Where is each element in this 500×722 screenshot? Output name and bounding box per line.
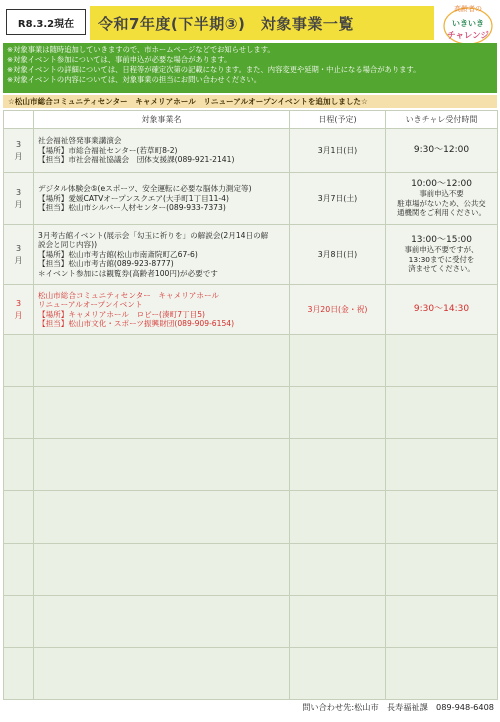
event-date-cell: 3月1日(日) (290, 129, 386, 173)
header (6, 6, 494, 42)
reception-time-cell: 9:30～12:00 (386, 129, 498, 173)
header-content: 対象事業名 (34, 111, 290, 129)
table-row (4, 173, 498, 225)
notice-line: ※対象イベント参加については、事前申込が必要な場合があります。 (7, 55, 232, 64)
table-header-row (4, 111, 498, 129)
table-row (4, 225, 498, 285)
page-title: 令和7年度(下半期③) 対象事業一覧 (90, 6, 434, 40)
empty-row (4, 387, 498, 439)
table-row-highlighted (4, 285, 498, 335)
contact-footer: 問い合わせ先:松山市 長寿福祉課 089-948-6408 (302, 702, 494, 712)
empty-row (4, 491, 498, 543)
event-content-cell: 社会福祉啓発事業講演会 【場所】市総合福祉センター(若草町8-2) 【担当】市社会福祉協議会 団体支援課(089-921-2141) (34, 129, 290, 173)
reception-time-cell: 13:00～15:00 事前申込不要ですが、 13:30までに受付を 済ませてください。 (386, 225, 498, 285)
notice-box (3, 43, 497, 93)
event-date-cell: 3月8日(日) (290, 225, 386, 285)
event-date-cell: 3月20日(金・祝) (290, 285, 386, 335)
announcement-banner: ☆松山市総合コミュニティセンター キャメリアホール リニューアルオープンイベントを追加しました☆ (3, 95, 497, 108)
empty-row (4, 335, 498, 387)
empty-row (4, 595, 498, 647)
month-cell: 3 月 (4, 285, 34, 335)
events-table (3, 110, 497, 700)
header-month (4, 111, 34, 129)
notice-line: ※対象イベントの内容については、対象事業の担当にお問い合わせください。 (7, 75, 262, 84)
reception-time-cell: 9:30～14:30 (386, 285, 498, 335)
header-reception: いきチャレ受付時間 (386, 111, 498, 129)
event-content-cell: 3月考古館イベント(展示会「勾玉に祈りを」の解説会(2月14日の解 説会と同じ内容)) 【場所】松山市考古館(松山市南斎院町乙67-6) 【担当】松山市考古館(089-923-8777) ＊イベント参加には観覧券(高齢者100円)が必要です (34, 225, 290, 285)
month-cell: 3 月 (4, 225, 34, 285)
month-cell: 3 月 (4, 129, 34, 173)
event-content-cell: デジタル体験会⑤(eスポーツ、安全運転に必要な脳体力測定等) 【場所】愛媛CATVオープンスクエア(大手町1丁目11-4) 【担当】松山市シルバー人材センター(089-933-7373) (34, 173, 290, 225)
month-cell: 3 月 (4, 173, 34, 225)
logo-bottom-text: チャレンジ (447, 31, 489, 41)
notice-line: ※対象事業は随時追加していきますので、市ホームページなどでお知らせします。 (7, 45, 275, 54)
empty-row (4, 647, 498, 699)
logo-top-text: 高齢者の (454, 5, 482, 13)
empty-row (4, 543, 498, 595)
logo-middle-text: いきいき (452, 19, 484, 28)
date-badge: R8.3.2現在 (6, 9, 86, 35)
notice-line: ※対象イベントの詳細については、日程等が確定次第の記載になります。また、内容変更や延期・中止になる場合があります。 (7, 65, 421, 74)
empty-row (4, 439, 498, 491)
event-content-cell: 松山市総合コミュニティセンター キャメリアホール リニューアルオープンイベント 【場所】キャメリアホール ロビー(湊町7丁目5) 【担当】松山市文化・スポーツ振興財団(089-909-6154) (34, 285, 290, 335)
event-date-cell: 3月7日(土) (290, 173, 386, 225)
header-date: 日程(予定) (290, 111, 386, 129)
reception-time-cell: 10:00～12:00 事前申込不要 駐車場がないため、公共交 通機関をご利用ください。 (386, 173, 498, 225)
table-row (4, 129, 498, 173)
challenge-logo-icon (442, 2, 494, 46)
